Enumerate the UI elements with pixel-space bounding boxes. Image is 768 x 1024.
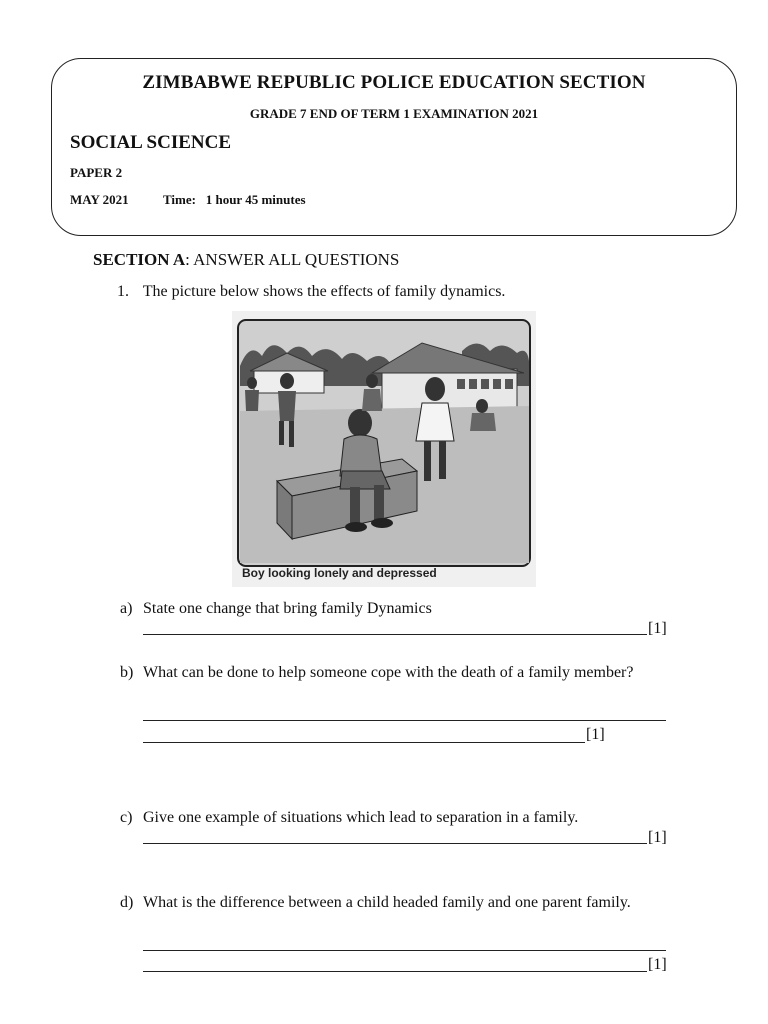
illustration-boy-lonely bbox=[232, 311, 536, 587]
answer-line[interactable] bbox=[143, 950, 666, 951]
marks-allocation: [1] bbox=[586, 726, 605, 743]
exam-duration: Time: 1 hour 45 minutes bbox=[163, 192, 306, 207]
section-label: SECTION A bbox=[93, 250, 186, 269]
marks-allocation: [1] bbox=[648, 829, 667, 846]
subject-title: SOCIAL SCIENCE bbox=[70, 132, 232, 153]
section-heading bbox=[93, 250, 399, 270]
subquestion-text: State one change that bring family Dynamics bbox=[143, 600, 432, 617]
section-instruction: : ANSWER ALL QUESTIONS bbox=[185, 250, 400, 269]
subquestion-letter: a) bbox=[120, 600, 133, 617]
marks-allocation: [1] bbox=[648, 620, 667, 637]
question-text: The picture below shows the effects of family dynamics. bbox=[142, 283, 506, 300]
subquestion-text: What is the difference between a child headed family and one parent family. bbox=[143, 894, 631, 911]
subquestion-text: Give one example of situations which lead to separation in a family. bbox=[143, 809, 579, 826]
subquestion-text: What can be done to help someone cope with the death of a family member? bbox=[143, 664, 634, 681]
paper-number: PAPER 2 bbox=[70, 165, 123, 180]
subquestion-letter: d) bbox=[120, 894, 134, 911]
answer-line[interactable] bbox=[143, 971, 647, 972]
answer-line[interactable] bbox=[143, 634, 647, 635]
exam-subtitle: GRADE 7 END OF TERM 1 EXAMINATION 2021 bbox=[249, 106, 539, 121]
answer-line[interactable] bbox=[143, 742, 585, 743]
answer-line[interactable] bbox=[143, 720, 666, 721]
illustration-caption: Boy looking lonely and depressed bbox=[242, 566, 437, 580]
exam-issuer-title: ZIMBABWE REPUBLIC POLICE EDUCATION SECTION bbox=[142, 72, 646, 93]
question-1 bbox=[117, 283, 505, 301]
marks-allocation: [1] bbox=[648, 956, 667, 973]
subquestion-letter: b) bbox=[120, 664, 134, 681]
answer-line[interactable] bbox=[143, 843, 647, 844]
illustration-drawing bbox=[232, 311, 536, 587]
subquestion-letter: c) bbox=[120, 809, 133, 826]
exam-date: MAY 2021 bbox=[70, 192, 129, 207]
exam-header-box bbox=[51, 58, 737, 236]
question-number: 1. bbox=[117, 283, 129, 300]
